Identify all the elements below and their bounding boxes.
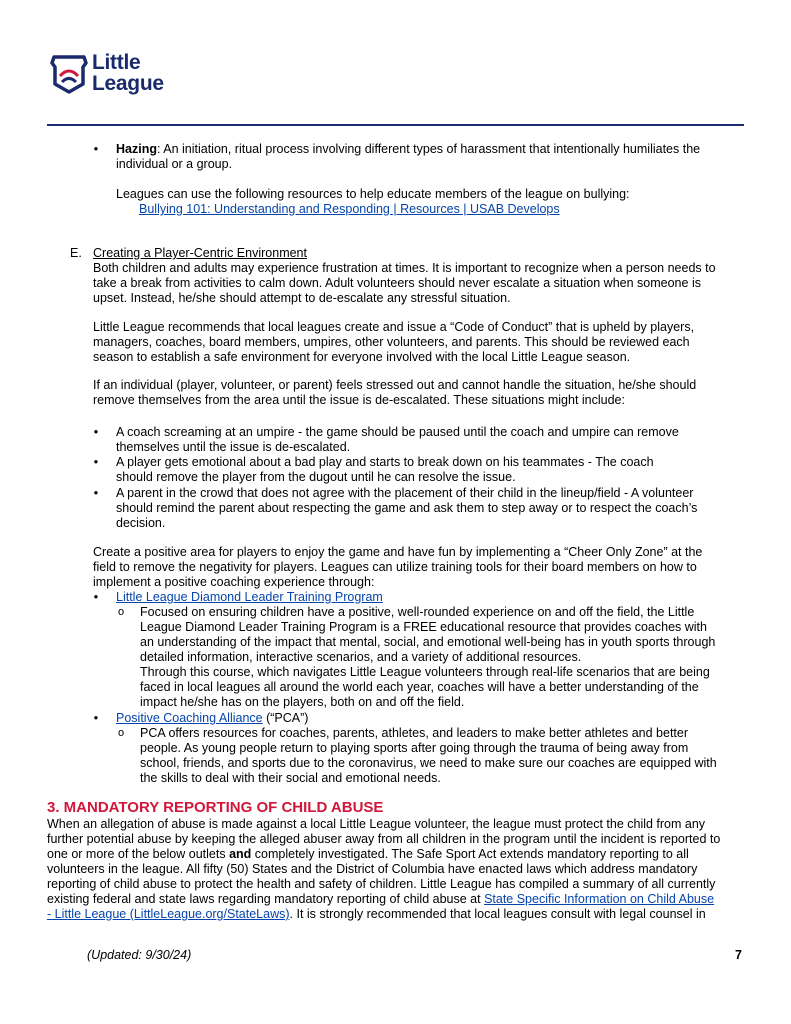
bullet-icon: • [93,486,99,500]
state-laws-link-continued[interactable]: - Little League (LittleLeague.org/StateLaws) [47,907,290,921]
bullet-icon: • [93,455,99,469]
page-number: 7 [735,948,742,962]
logo-word-little: Little [92,51,141,74]
pca-item: Positive Coaching Alliance (“PCA”) [116,711,309,725]
section-e-paragraph-1: Both children and adults may experience frustration at times. It is important to recognize when a person needs to take a break from activities to calm down. Adult volunteers should never escalate a situation when someone is upset. Instead, he/she should attempt to de-escalate any stressful situation. [93,261,716,305]
section-e-heading: Creating a Player-Centric Environment [93,246,307,260]
situation-item: A coach screaming at an umpire - the game should be paused until the coach and umpire can remove themselves until the issue is de-escalated. [116,425,679,454]
hazing-term: Hazing [116,142,157,156]
hazing-definition: Hazing: An initiation, ritual process involving different types of harassment that intentionally humiliates the individual or a group. [116,142,701,171]
pca-link[interactable]: Positive Coaching Alliance [116,711,263,725]
bullet-icon: • [93,590,99,604]
little-league-logo [50,50,190,98]
diamond-leader-description: Focused on ensuring children have a positive, well-rounded experience on and off the field, the Little League Diamond Leader Training Program is a FREE educational resource that provides coaches with an understanding of the impact that mental, social, and emotional well-being has in youth sports through detailed information, interactive scenarios, and a variety of additional resources. Through this course, which navigates Little League volunteers through real-life scenarios that are being faced in local leagues all around the world each year, coaches will have a better understanding of the impact he/she has on the players, both on and off the field. [140,605,716,709]
bullet-icon: • [93,142,99,156]
header-divider [47,124,744,126]
circle-bullet-icon: o [117,727,125,739]
section-3-heading: 3. MANDATORY REPORTING OF CHILD ABUSE [47,799,384,816]
section-e-letter: E. [70,246,82,260]
circle-bullet-icon: o [117,606,125,618]
situation-item: A player gets emotional about a bad play and starts to break down on his teammates - The coach should remove the player from the dugout until he can resolve the issue. [116,455,654,484]
section-e-paragraph-4: Create a positive area for players to enjoy the game and have fun by implementing a “Cheer Only Zone” at the field to remove the negativity for players. Leagues can utilize training tools for their board members on how to implement a positive coaching experience through: [93,545,703,589]
resources-intro: Leagues can use the following resources to help educate members of the league on bullying: [116,187,630,201]
keystone-emblem-icon [50,54,88,94]
section-e-paragraph-2: Little League recommends that local leagues create and issue a “Code of Conduct” that is upheld by players, managers, coaches, board members, umpires, other volunteers, and parents. This should be reviewed each season to establish a safe environment for everyone involved with the local Little League season. [93,320,695,364]
bullet-icon: • [93,425,99,439]
state-laws-link[interactable]: State Specific Information on Child Abuse [484,892,715,906]
bullet-icon: • [93,711,99,725]
diamond-leader-link[interactable]: Little League Diamond Leader Training Program [116,590,383,604]
bullying-101-link[interactable]: Bullying 101: Understanding and Responding | Resources | USAB Develops [139,202,560,216]
situation-item: A parent in the crowd that does not agree with the placement of their child in the lineup/field - A volunteer should remind the parent about respecting the game and ask them to step away or to respect the coach’s decision. [116,486,698,530]
updated-date: (Updated: 9/30/24) [87,948,192,962]
section-3-body: When an allegation of abuse is made against a local Little League volunteer, the league must protect the child from any further potential abuse by keeping the alleged abuser away from all children in the program until the incident is reported to one or more of the below outlets and completely investigated. The Safe Sport Act extends mandatory reporting to all volunteers in the league. All fifty (50) States and the District of Columbia have enacted laws which address mandatory reporting of child abuse to protect the health and safety of children. Little League has compiled a summary of all currently existing federal and state laws regarding mandatory reporting of child abuse at State Specific Information on Child Abuse - Little League (LittleLeague.org/StateLaws). It is strongly recommended that local leagues consult with legal counsel in [47,817,721,921]
logo-word-league: League [92,72,164,95]
pca-description: PCA offers resources for coaches, parents, athletes, and leaders to make better athletes and better people. As young people return to playing sports after going through the trauma of being away from school, friends, and sports due to the coronavirus, we need to make sure our coaches are equipped with the skills to deal with their social and emotional needs. [140,726,717,785]
section-e-paragraph-3: If an individual (player, volunteer, or parent) feels stressed out and cannot handle the situation, he/she should remove themselves from the area until the issue is de-escalated. These situations might include: [93,378,697,407]
